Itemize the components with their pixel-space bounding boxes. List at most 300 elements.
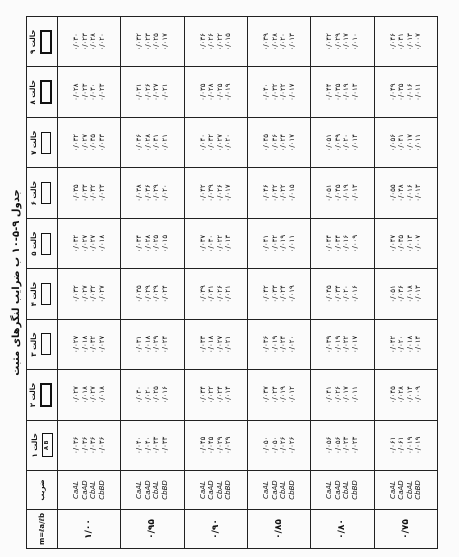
- value-cell: [374, 117, 437, 167]
- slab-diagram-icon: [40, 30, 52, 54]
- coef-value: ۰/۰۲۷: [71, 386, 80, 404]
- moment-coefficient-table: [26, 16, 438, 549]
- value-cell: [247, 370, 310, 420]
- value-cell: [311, 117, 374, 167]
- coef-value: ۰/۰۱۹: [342, 184, 351, 202]
- coef-value: ۰/۰۳۱: [397, 33, 406, 51]
- table-body: [58, 17, 438, 549]
- coef-value: ۰/۰۳۹: [333, 133, 342, 152]
- coef-value: ۰/۰۲۷: [215, 335, 224, 354]
- coef-value: ۰/۰۱۹: [287, 285, 296, 303]
- coef-value: ۰/۰۱۵: [161, 234, 170, 253]
- table-row: [121, 17, 184, 549]
- m-value: ۱/۰۰: [58, 510, 121, 549]
- coef-value: ۰/۰۱۷: [161, 33, 170, 51]
- coef-value: ۰/۰۲۰: [143, 386, 152, 404]
- coef-value: ۰/۰۲۰: [97, 33, 106, 51]
- coef-value: ۰/۰۴۲: [325, 33, 334, 51]
- coef-value: ۰/۰۳۰: [89, 83, 98, 101]
- coef-value: ۰/۰۳۲: [89, 285, 98, 303]
- table-row: [184, 17, 247, 549]
- coef-value: ۰/۰۴۰: [143, 436, 152, 454]
- coef-label: CaAD: [397, 480, 406, 500]
- coef-value: ۰/۰۱۳: [405, 234, 414, 253]
- coef-value: ۰/۰۴۲: [388, 335, 397, 354]
- coef-labels: [58, 471, 121, 510]
- value-cell: [58, 17, 121, 68]
- table-row: [247, 17, 310, 549]
- coef-value: ۰/۰۲۹: [152, 285, 161, 303]
- case-header-2: [27, 370, 58, 420]
- coef-value: ۰/۰۱۲: [287, 386, 296, 404]
- coef-value: ۰/۰۱۸: [405, 335, 414, 354]
- coef-value: ۰/۰۳۱: [152, 133, 161, 152]
- coef-value: ۰/۰۲۴: [279, 335, 288, 354]
- coef-value: ۰/۰۳۶: [89, 436, 98, 454]
- coef-value: ۰/۰۱۷: [342, 33, 351, 51]
- coef-value: ۰/۰۲۱: [224, 335, 233, 354]
- coef-label: CbBD: [224, 480, 233, 500]
- value-cell: [58, 269, 121, 319]
- value-cell: [247, 168, 310, 218]
- coef-value: ۰/۰۳۹: [198, 285, 207, 303]
- coef-value: ۰/۰۳۷: [198, 234, 207, 253]
- value-cell: [121, 420, 184, 470]
- coef-value: ۰/۰۱۹: [333, 335, 342, 354]
- coef-label: CbAL: [215, 480, 224, 500]
- case-label: حالت ۸: [29, 80, 37, 105]
- coef-value: ۰/۰۳۱: [207, 285, 216, 303]
- case-label: حالت ۴: [30, 281, 38, 307]
- coef-value: ۰/۰۳۴: [333, 234, 342, 253]
- coef-value: ۰/۰۴۹: [388, 83, 397, 101]
- coef-value: ۰/۰۵۶: [388, 133, 397, 152]
- coef-value: ۰/۰۲۸: [143, 234, 152, 253]
- coef-label: CaAD: [80, 480, 89, 500]
- coef-value: ۰/۰۲۳: [80, 33, 89, 51]
- coef-value: ۰/۰۲۹: [333, 33, 342, 51]
- case-header-4: [27, 269, 58, 319]
- coef-value: ۰/۰۰۷: [414, 33, 423, 51]
- coef-value: ۰/۰۰۹: [351, 234, 360, 253]
- coef-value: ۰/۰۵۵: [388, 184, 397, 202]
- coef-value: ۰/۰۳۳: [80, 184, 89, 202]
- coef-value: ۰/۰۳۲: [207, 133, 216, 152]
- value-cell: [184, 319, 247, 369]
- coef-value: ۰/۰۲۷: [97, 285, 106, 303]
- value-cell: [374, 370, 437, 420]
- coef-value: ۰/۰۲۶: [207, 33, 216, 51]
- coef-label: CbAL: [279, 480, 288, 500]
- coef-label: CaAD: [270, 480, 279, 500]
- coef-value: ۰/۰۱۸: [80, 335, 89, 354]
- coef-value: ۰/۰۲۶: [215, 184, 224, 202]
- value-cell: [311, 218, 374, 268]
- coef-value: ۰/۰۳۰: [135, 386, 144, 404]
- coef-value: ۰/۰۵۱: [388, 285, 397, 303]
- coef-value: ۰/۰۳۴: [135, 234, 144, 253]
- coef-value: ۰/۰۱۶: [351, 285, 360, 303]
- coef-value: ۰/۰۲۰: [397, 335, 406, 354]
- coef-value: ۰/۰۲۲: [215, 33, 224, 51]
- coef-value: ۰/۰۳۲: [71, 285, 80, 303]
- coef-value: ۰/۰۴۵: [198, 436, 207, 454]
- value-cell: [311, 67, 374, 117]
- coef-value: ۰/۰۴۲: [270, 184, 279, 202]
- value-cell: [121, 269, 184, 319]
- coef-value: ۰/۰۴۱: [261, 234, 270, 253]
- coef-value: ۰/۰۲۲: [215, 234, 224, 253]
- coef-value: ۰/۰۳۲: [135, 33, 144, 51]
- coef-value: ۰/۰۲۱: [161, 133, 170, 152]
- coef-value: ۰/۰۲۳: [351, 436, 360, 454]
- coef-label: CbBD: [97, 480, 106, 500]
- value-cell: [121, 319, 184, 369]
- coef-value: ۰/۰۱۹: [405, 436, 414, 454]
- case-header-7: [27, 117, 58, 167]
- value-cell: [247, 319, 310, 369]
- coef-value: ۰/۰۲۹: [224, 436, 233, 454]
- m-value: ۰/۸۵: [247, 510, 310, 549]
- coef-value: ۰/۰۳۹: [261, 33, 270, 51]
- case-header-8: [27, 67, 58, 117]
- value-cell: [311, 370, 374, 420]
- coef-value: ۰/۰۲۴: [161, 285, 170, 303]
- coef-value: ۰/۰۱۷: [342, 386, 351, 404]
- coef-label: CbBD: [161, 480, 170, 500]
- coef-label: CbAL: [152, 480, 161, 500]
- slab-diagram-icon: [41, 333, 51, 355]
- value-cell: [311, 319, 374, 369]
- coef-value: ۰/۰۲۸: [71, 83, 80, 101]
- coef-value: ۰/۰۳۵: [89, 133, 98, 152]
- coef-label: CaAL: [135, 481, 144, 499]
- coef-value: ۰/۰۵۰: [261, 436, 270, 454]
- table-caption: جدول ۹-۵-۱۰ ب ضرایب لنگرهای مثبت: [11, 189, 22, 376]
- coef-value: ۰/۰۳۵: [397, 83, 406, 101]
- coef-value: ۰/۰۵۶: [325, 436, 334, 454]
- coef-value: ۰/۰۱۸: [97, 234, 106, 253]
- case-label: حالت ۲: [29, 382, 37, 408]
- coef-value: ۰/۰۱۹: [270, 335, 279, 354]
- coef-value: ۰/۰۳۲: [89, 184, 98, 202]
- coef-value: ۰/۰۴۵: [261, 133, 270, 152]
- value-cell: [374, 319, 437, 369]
- coef-value: ۰/۰۱۳: [287, 33, 296, 51]
- coef-value: ۰/۰۲۸: [89, 33, 98, 51]
- coef-value: ۰/۰۳۱: [135, 83, 144, 101]
- coef-value: ۰/۰۲۵: [152, 33, 161, 51]
- slab-diagram-icon: [41, 132, 51, 154]
- coef-value: ۰/۰۳۶: [261, 335, 270, 354]
- coef-value: ۰/۰۲۶: [143, 83, 152, 101]
- coef-value: ۰/۰۱۴: [224, 386, 233, 404]
- coef-value: ۰/۰۱۷: [287, 83, 296, 101]
- slab-diagram-icon: [41, 182, 51, 204]
- coef-value: ۰/۰۲۱: [224, 285, 233, 303]
- value-cell: [374, 17, 437, 68]
- coef-value: ۰/۰۱۳: [414, 285, 423, 303]
- coef-value: ۰/۰۵۱: [325, 133, 334, 152]
- slab-diagram-icon: [41, 233, 51, 255]
- coef-value: ۰/۰۲۸: [143, 133, 152, 152]
- coef-value: ۰/۰۲۷: [152, 83, 161, 101]
- value-cell: [121, 117, 184, 167]
- coef-value: ۰/۰۱۱: [414, 133, 423, 152]
- coef-value: ۰/۰۲۸: [397, 386, 406, 404]
- value-cell: [374, 420, 437, 470]
- coef-value: ۰/۰۴۶: [261, 184, 270, 202]
- coef-header: ضریب: [27, 471, 58, 510]
- coef-labels: [121, 471, 184, 510]
- coef-value: ۰/۰۳۴: [333, 285, 342, 303]
- coef-value: ۰/۰۲۰: [161, 184, 170, 202]
- coef-value: ۰/۰۱۹: [414, 436, 423, 454]
- coef-value: ۰/۰۱۶: [405, 184, 414, 202]
- coef-value: ۰/۰۰۷: [414, 234, 423, 253]
- coef-value: ۰/۰۵۱: [325, 184, 334, 202]
- case-header-3: [27, 319, 58, 369]
- case-label: حالت ۱: [31, 433, 39, 458]
- coef-value: ۰/۰۲۲: [207, 386, 216, 404]
- value-cell: [247, 218, 310, 268]
- coef-label: CaAD: [333, 480, 342, 500]
- coef-value: ۰/۰۳۶: [270, 133, 279, 152]
- coef-label: CbAL: [342, 480, 351, 500]
- case-label: حالت ۶: [30, 180, 38, 206]
- coef-value: ۰/۰۲۹: [152, 335, 161, 354]
- coef-value: ۰/۰۲۲: [279, 184, 288, 202]
- coef-value: ۰/۰۳۶: [97, 436, 106, 454]
- coef-labels: [247, 471, 310, 510]
- value-cell: [247, 117, 310, 167]
- rotated-table-wrapper: [8, 16, 440, 549]
- coef-value: ۰/۰۱۳: [224, 234, 233, 253]
- coef-value: ۰/۰۴۵: [333, 184, 342, 202]
- coef-value: ۰/۰۱۹: [224, 83, 233, 101]
- coef-value: ۰/۰۴۸: [397, 184, 406, 202]
- m-value: ۰/۷۵: [374, 510, 437, 549]
- coef-value: ۰/۰۶۱: [388, 436, 397, 454]
- coef-value: ۰/۰۳۳: [270, 285, 279, 303]
- table-row: [58, 17, 121, 549]
- coef-value: ۰/۰۱۶: [342, 234, 351, 253]
- coef-value: ۰/۰۱۶: [405, 83, 414, 101]
- value-cell: [184, 370, 247, 420]
- coef-value: ۰/۰۰۹: [414, 386, 423, 404]
- coef-value: ۰/۰۲۷: [89, 234, 98, 253]
- value-cell: [184, 17, 247, 68]
- coef-label: CaAL: [198, 481, 207, 499]
- value-cell: [58, 168, 121, 218]
- coef-value: ۰/۰۳۶: [80, 436, 89, 454]
- coef-value: ۰/۰۳۵: [71, 184, 80, 202]
- coef-value: ۰/۰۱۴: [351, 133, 360, 152]
- value-cell: [311, 269, 374, 319]
- coef-value: ۰/۰۳۴: [198, 386, 207, 404]
- coef-value: ۰/۰۲۴: [161, 335, 170, 354]
- coef-value: ۰/۰۴۵: [325, 285, 334, 303]
- value-cell: [374, 269, 437, 319]
- coef-value: ۰/۰۲۷: [80, 234, 89, 253]
- slab-diagram-icon: [40, 383, 52, 407]
- coef-value: ۰/۰۳۹: [325, 335, 334, 354]
- coef-value: ۰/۰۳۰: [207, 234, 216, 253]
- coef-value: ۰/۰۲۶: [215, 285, 224, 303]
- value-cell: [121, 17, 184, 68]
- coef-value: ۰/۰۱۷: [405, 133, 414, 152]
- value-cell: [247, 17, 310, 68]
- coef-value: ۰/۰۴۲: [198, 184, 207, 202]
- value-cell: [311, 17, 374, 68]
- coef-value: ۰/۰۱۳: [405, 33, 414, 51]
- value-cell: [58, 117, 121, 167]
- coef-value: ۰/۰۳۲: [270, 234, 279, 253]
- value-cell: [184, 420, 247, 470]
- coef-value: ۰/۰۲۳: [80, 83, 89, 101]
- coef-value: ۰/۰۱۸: [97, 386, 106, 404]
- value-cell: [311, 168, 374, 218]
- coef-value: ۰/۰۱۶: [161, 386, 170, 404]
- value-cell: [374, 67, 437, 117]
- coef-label: CbBD: [414, 480, 423, 500]
- coef-value: ۰/۰۲۷: [80, 285, 89, 303]
- coef-value: ۰/۰۲۴: [279, 133, 288, 152]
- coef-value: ۰/۰۲۷: [71, 335, 80, 354]
- value-cell: [58, 67, 121, 117]
- coef-labels: [184, 471, 247, 510]
- coef-value: ۰/۰۲۹: [215, 436, 224, 454]
- coef-value: ۰/۰۱۰: [351, 33, 360, 51]
- coef-value: ۰/۰۱۴: [405, 386, 414, 404]
- coef-value: ۰/۰۳۳: [152, 436, 161, 454]
- coef-value: ۰/۰۱۹: [279, 234, 288, 253]
- coef-value: ۰/۰۳۷: [261, 386, 270, 404]
- coef-value: ۰/۰۳۵: [397, 234, 406, 253]
- case-header-5: [27, 218, 58, 268]
- coef-value: ۰/۰۲۴: [279, 285, 288, 303]
- slab-diagram-icon: [42, 433, 53, 457]
- value-cell: [121, 218, 184, 268]
- coef-value: ۰/۰۲۲: [279, 83, 288, 101]
- coef-value: ۰/۰۳۲: [89, 335, 98, 354]
- case-label: حالت ۳: [30, 332, 38, 357]
- coef-value: ۰/۰۳۳: [198, 335, 207, 354]
- coef-value: ۰/۰۲۶: [287, 436, 296, 454]
- slab-diagram-icon: [40, 80, 52, 104]
- value-cell: [121, 370, 184, 420]
- coef-value: ۰/۰۴۵: [207, 436, 216, 454]
- coef-value: ۰/۰۱۱: [287, 234, 296, 253]
- coef-value: ۰/۰۱۷: [351, 335, 360, 354]
- case-header-9: [27, 17, 58, 68]
- value-cell: [311, 420, 374, 470]
- slab-diagram-icon: [41, 283, 51, 305]
- coef-value: ۰/۰۲۲: [342, 335, 351, 354]
- coef-value: ۰/۰۴۱: [325, 386, 334, 404]
- case-header-1: [27, 420, 58, 470]
- coef-value: ۰/۰۲۰: [342, 285, 351, 303]
- coef-label: CbBD: [287, 480, 296, 500]
- coef-value: ۰/۰۲۵: [215, 83, 224, 101]
- coef-value: ۰/۰۳۳: [161, 436, 170, 454]
- value-cell: [58, 319, 121, 369]
- value-cell: [58, 218, 121, 268]
- m-value: ۰/۸۰: [311, 510, 374, 549]
- coef-value: ۰/۰۴۰: [198, 133, 207, 152]
- coef-value: ۰/۰۳۶: [71, 436, 80, 454]
- coef-value: ۰/۰۳۰: [71, 33, 80, 51]
- coef-value: ۰/۰۲۹: [152, 184, 161, 202]
- coef-label: CaAD: [207, 480, 216, 500]
- coef-value: ۰/۰۲۸: [207, 83, 216, 101]
- value-cell: [184, 67, 247, 117]
- coef-value: ۰/۰۲۷: [80, 133, 89, 152]
- m-value: ۰/۹۰: [184, 510, 247, 549]
- coef-value: ۰/۰۲۰: [224, 133, 233, 152]
- coef-label: CaAD: [143, 480, 152, 500]
- coef-value: ۰/۰۱۸: [80, 386, 89, 404]
- coef-value: ۰/۰۳۱: [135, 335, 144, 354]
- coef-value: ۰/۰۲۷: [97, 335, 106, 354]
- coef-label: CbAL: [89, 480, 98, 500]
- coef-value: ۰/۰۱۸: [207, 335, 216, 354]
- coef-label: CaAL: [261, 481, 270, 499]
- coef-value: ۰/۰۳۶: [397, 285, 406, 303]
- value-cell: [374, 218, 437, 268]
- coef-value: ۰/۰۲۰: [287, 335, 296, 354]
- coef-label: CbAL: [405, 480, 414, 500]
- coef-value: ۰/۰۲۳: [97, 83, 106, 101]
- case-sublabel: A B: [44, 440, 50, 450]
- coef-value: ۰/۰۲۶: [279, 436, 288, 454]
- coef-value: ۰/۰۴۰: [135, 436, 144, 454]
- coef-value: ۰/۰۲۰: [279, 33, 288, 51]
- coef-value: ۰/۰۵۶: [333, 436, 342, 454]
- coef-value: ۰/۰۱۳: [351, 184, 360, 202]
- coef-value: ۰/۰۳۶: [198, 33, 207, 51]
- coef-value: ۰/۰۴۵: [388, 386, 397, 404]
- value-cell: [247, 269, 310, 319]
- m-value: ۰/۹۵: [121, 510, 184, 549]
- case-header-6: [27, 168, 58, 218]
- value-cell: [247, 420, 310, 470]
- coef-value: ۰/۰۱۹: [279, 386, 288, 404]
- coef-value: ۰/۰۱۵: [224, 33, 233, 51]
- coef-value: ۰/۰۲۴: [270, 386, 279, 404]
- coef-value: ۰/۰۱۵: [287, 184, 296, 202]
- coef-value: ۰/۰۲۷: [89, 386, 98, 404]
- coef-value: ۰/۰۲۸: [270, 33, 279, 51]
- coef-value: ۰/۰۲۵: [152, 234, 161, 253]
- coef-value: ۰/۰۴۷: [388, 234, 397, 253]
- coef-value: ۰/۰۲۱: [161, 83, 170, 101]
- coef-label: CaAL: [388, 481, 397, 499]
- coef-value: ۰/۰۳۵: [333, 83, 342, 101]
- value-cell: [58, 420, 121, 470]
- coef-value: ۰/۰۱۷: [287, 133, 296, 152]
- table-row: [374, 17, 437, 549]
- value-cell: [58, 370, 121, 420]
- coef-value: ۰/۰۳۵: [135, 285, 144, 303]
- coef-value: ۰/۰۱۳: [351, 83, 360, 101]
- value-cell: [184, 168, 247, 218]
- value-cell: [184, 117, 247, 167]
- coef-value: ۰/۰۶۱: [397, 436, 406, 454]
- coef-value: ۰/۰۱۱: [351, 386, 360, 404]
- coef-value: ۰/۰۴۶: [388, 33, 397, 51]
- coef-value: ۰/۰۲۳: [143, 33, 152, 51]
